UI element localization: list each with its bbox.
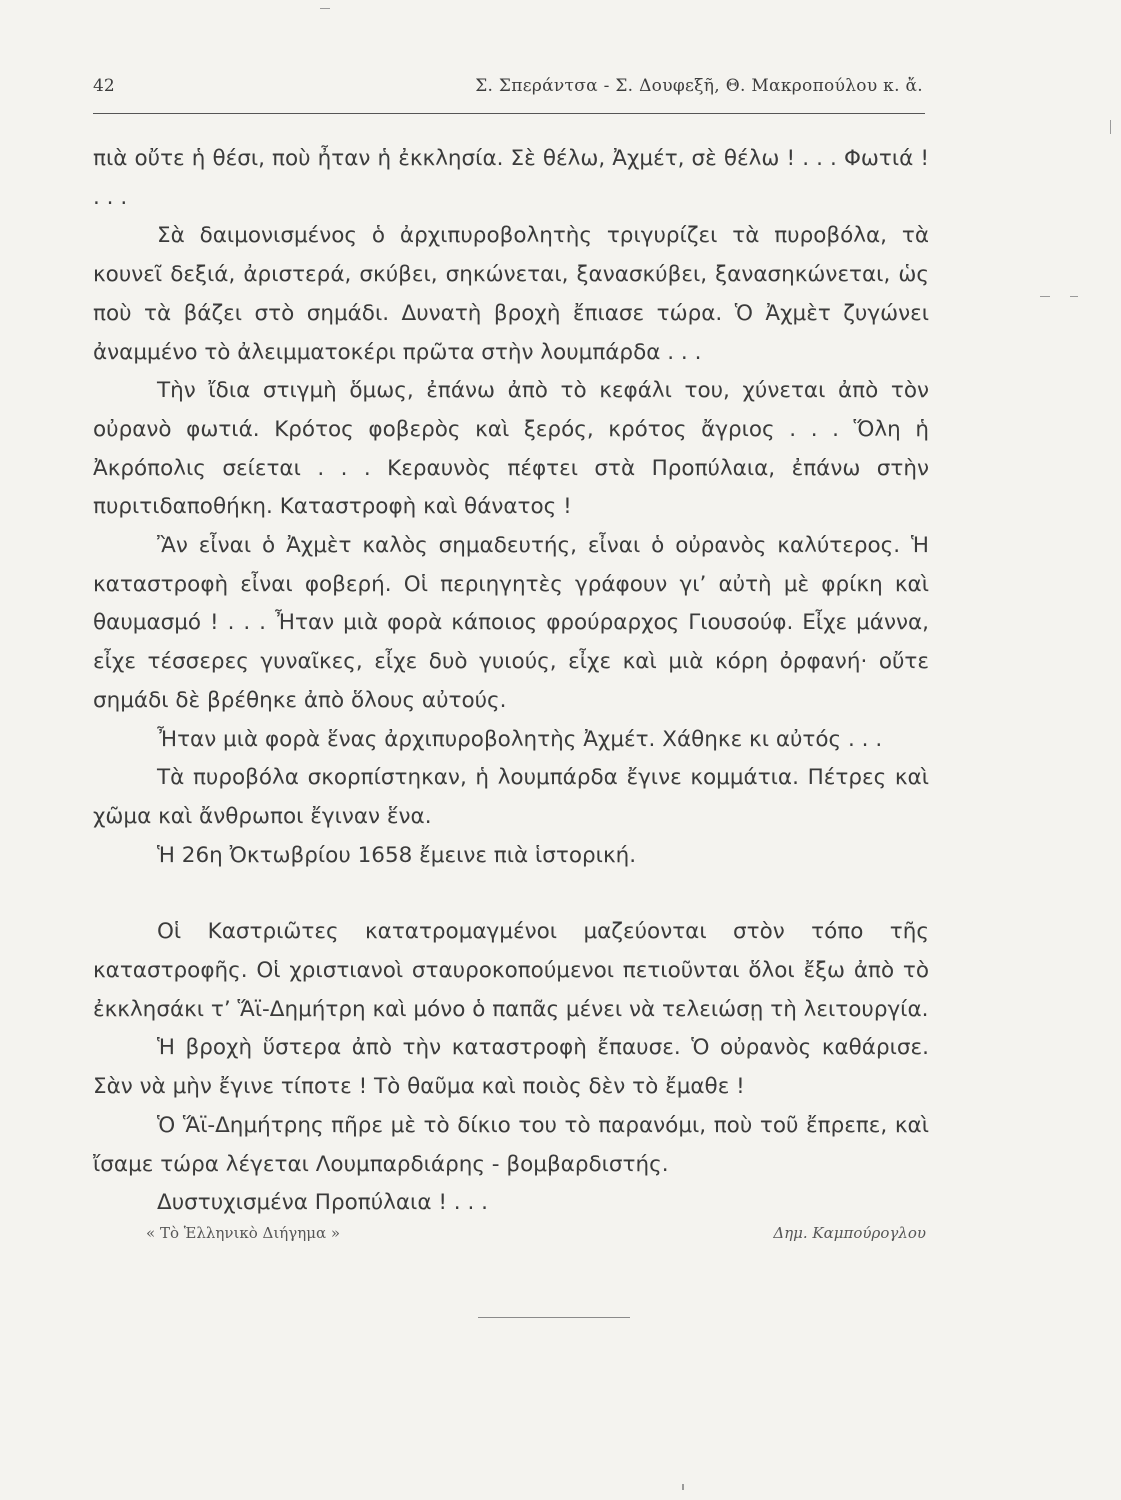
paragraph: πιὰ οὔτε ἡ θέσι, ποὺ ἦταν ἡ ἐκκλησία. Σὲ θέλω, Ἀχμέτ, σὲ θέλω ! . . . Φωτιά ! . . . [93,146,929,210]
paragraph: Τὰ πυροβόλα σκορπίστηκαν, ἡ λουμπάρδα ἔγινε κομμάτια. Πέτρες καὶ χῶμα καὶ ἄνθρωποι ἔγιναν ἕνα. [93,765,929,829]
page-number: 42 [93,76,115,96]
body-text [93,140,929,1223]
paragraph: Ἡ βροχὴ ὕστερα ἀπὸ τὴν καταστροφὴ ἔπαυσε. Ὁ οὐρανὸς καθάρισε. Σὰν νὰ μὴν ἔγινε τίποτε ! Τὸ θαῦμα καὶ ποιὸς δὲν τὸ ἔμαθε ! [93,1035,929,1100]
paragraph: Ἦταν μιὰ φορὰ ἕνας ἀρχιπυροβολητὴς Ἀχμέτ. Χάθηκε κι αὐτός . . . [157,726,883,752]
scan-speck [1110,120,1111,134]
paragraph: Δυστυχισμένα Προπύλαια ! . . . [157,1190,488,1216]
scan-speck [1070,296,1078,297]
paragraph: Ὁ Ἅϊ-Δημήτρης πῆρε μὲ τὸ δίκιο του τὸ παρανόμι, ποὺ τοῦ ἔπρεπε, καὶ ἴσαμε τώρα λέγεται Λουμπαρδιάρης - βομβαρδιστής. [93,1112,929,1177]
scan-speck [682,1484,684,1490]
section-gap [93,875,929,913]
paragraph: Ἂν εἶναι ὁ Ἀχμὲτ καλὸς σημαδευτής, εἶναι ὁ οὐρανὸς καλύτερος. Ἡ καταστροφὴ εἶναι φοβερή. Οἱ περιηγητὲς γράφουν γι’ αὐτὴ μὲ φρίκη καὶ θαυμασμό ! . . . Ἦταν μιὰ φορὰ κάποιος φρούραρχος Γιουσούφ. Εἶχε μάννα, εἶχε τέσσερες γυναῖκες, εἶχε δυὸ γυιούς, εἶχε καὶ μιὰ κόρη ὀρφανή· οὔτε σημάδι δὲ βρέθηκε ἀπὸ ὅλους αὐτούς. [93,533,929,713]
end-rule [478,1317,630,1318]
source-author: Δημ. Καμπούρογλου [773,1224,926,1242]
paragraph: Τὴν ἴδια στιγμὴ ὅμως, ἐπάνω ἀπὸ τὸ κεφάλι του, χύνεται ἀπὸ τὸν οὐρανὸ φωτιά. Κρότος φοβερὸς καὶ ξερός, κρότος ἄγριος . . . Ὅλη ἡ Ἀκρόπολις σείεται . . . Κεραυνὸς πέφτει στὰ Προπύλαια, ἐπάνω στὴν πυριτιδαποθήκη. Καταστροφὴ καὶ θάνατος ! [93,378,929,520]
paragraph: Σὰ δαιμονισμένος ὁ ἀρχιπυροβολητὴς τριγυρίζει τὰ πυροβόλα, τὰ κουνεῖ δεξιά, ἀριστερά, σκύβει, σηκώνεται, ξανασκύβει, ξανασηκώνεται, ὡς ποὺ τὰ βάζει στὸ σημάδι. Δυνατὴ βροχὴ ἔπιασε τώρα. Ὁ Ἀχμὲτ ζυγώνει ἀναμμένο τὸ ἀλειμματοκέρι πρῶτα στὴν λουμπάρδα . . . [93,223,929,365]
running-head: Σ. Σπεράντσα - Σ. Δουφεξῆ, Θ. Μακροπούλου κ. ἄ. [475,76,923,96]
paragraph: Οἱ Καστριῶτες κατατρομαγμένοι μαζεύονται στὸν τόπο τῆς καταστροφῆς. Οἱ χριστιανοὶ σταυροκοπούμενοι πετιοῦνται ὅλοι ἔξω ἀπὸ τὸ ἐκκλησάκι τ’ Ἅϊ-Δημήτρη καὶ μόνο ὁ παπᾶς μένει νὰ τελειώσῃ τὴ λειτουργία. [93,919,929,1022]
scan-speck [320,8,330,9]
source-work: « Τὸ Ἑλληνικὸ Διήγημα » [146,1224,341,1242]
paragraph: Ἡ 26η Ὀκτωβρίου 1658 ἔμεινε πιὰ ἱστορική. [157,842,637,868]
scan-speck [1040,296,1050,297]
header-rule [93,113,925,114]
